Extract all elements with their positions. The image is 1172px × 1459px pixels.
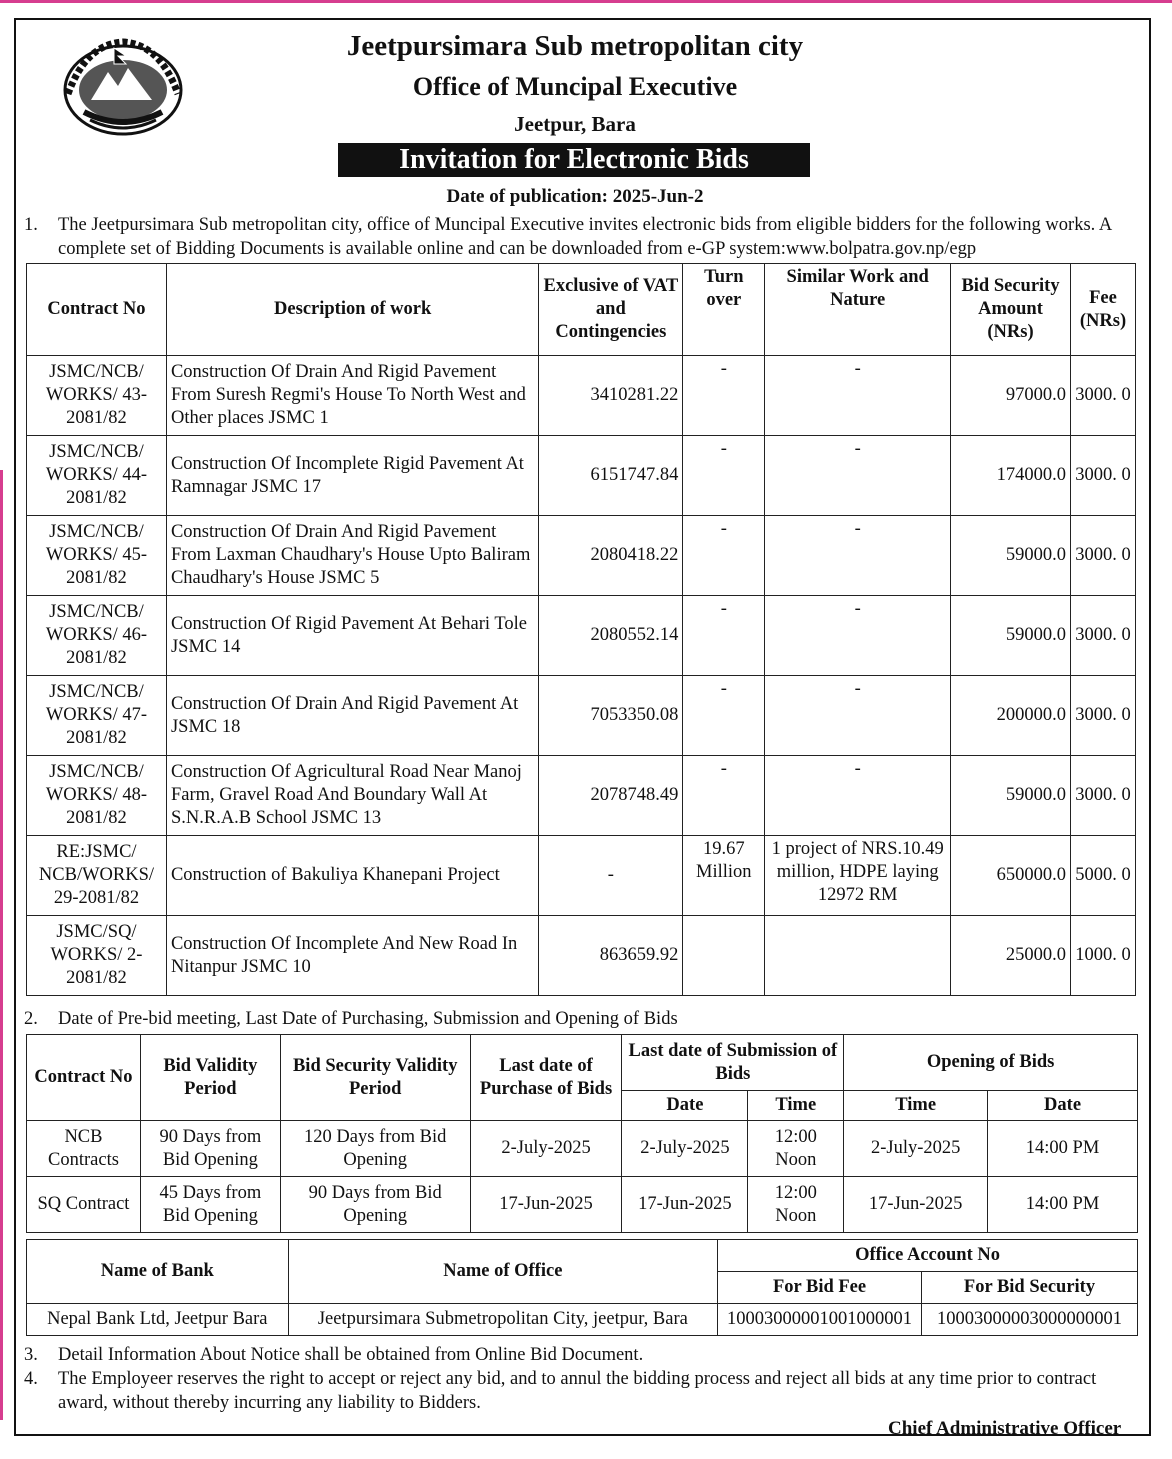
work-description: Construction Of Incomplete Rigid Pavement At Ramnagar JSMC 17	[166, 436, 538, 516]
dates-section-title: Date of Pre-bid meeting, Last Date of Purchasing, Submission and Opening of Bids	[58, 1009, 678, 1029]
work-security: 174000.0	[951, 436, 1071, 516]
intro-number: 1.	[24, 215, 38, 235]
security-validity: 90 Days from Bid Opening	[280, 1177, 470, 1233]
work-fee: 3000. 0	[1070, 516, 1135, 596]
fee-account-number: 10003000001001000001	[718, 1304, 922, 1336]
contract-no: JSMC/NCB/ WORKS/ 48-2081/82	[27, 756, 167, 836]
municipality-name: Jeetpursimara Sub metropolitan city	[346, 30, 804, 62]
note-text: Detail Information About Notice shall be obtained from Online Bid Document.	[58, 1345, 644, 1365]
work-fee: 3000. 0	[1070, 756, 1135, 836]
contract-no: JSMC/SQ/ WORKS/ 2-2081/82	[27, 916, 167, 996]
work-turnover: -	[683, 436, 765, 516]
contract-no: RE:JSMC/ NCB/WORKS/ 29-2081/82	[27, 836, 167, 916]
work-security: 25000.0	[951, 916, 1071, 996]
header-account-no: Office Account No	[718, 1240, 1138, 1272]
work-turnover	[683, 916, 765, 996]
submission-time: 12:00 Noon	[748, 1177, 844, 1233]
side-accent-line	[0, 470, 3, 1420]
work-fee: 5000. 0	[1070, 836, 1135, 916]
top-accent-line	[0, 0, 1172, 3]
contract-no: JSMC/NCB/ WORKS/ 46-2081/82	[27, 596, 167, 676]
dates-section-number: 2.	[24, 1009, 38, 1029]
work-similar	[765, 916, 951, 996]
work-fee: 3000. 0	[1070, 676, 1135, 756]
header-office-name: Name of Office	[288, 1240, 717, 1304]
work-fee: 1000. 0	[1070, 916, 1135, 996]
work-security: 200000.0	[951, 676, 1071, 756]
work-amount: 2078748.49	[539, 756, 683, 836]
header-contract-no: Contract No	[27, 264, 167, 356]
note-number: 3.	[24, 1345, 38, 1365]
work-security: 97000.0	[951, 356, 1071, 436]
contract-no: JSMC/NCB/ WORKS/ 43-2081/82	[27, 356, 167, 436]
header-bid-security: Bid Security Amount (NRs)	[951, 264, 1071, 356]
work-amount: -	[539, 836, 683, 916]
submission-date: 2-July-2025	[622, 1121, 748, 1177]
work-turnover: -	[683, 676, 765, 756]
intro-text: The Jeetpursimara Sub metropolitan city, office of Muncipal Executive invites electronic bids from eligible bidders for the following works. A complete set of Bidding Documents is available online and can be downloaded from e-GP system:www.bolpatra.gov.np/egp	[58, 215, 1112, 259]
work-description: Construction of Bakuliya Khanepani Project	[166, 836, 538, 916]
header-similar-work: Similar Work and Nature	[765, 264, 951, 356]
note-text: The Employeer reserves the right to accept or reject any bid, and to annul the bidding process and reject all bids at any time prior to contract award, without thereby incurring any liability to Bidders.	[58, 1369, 1097, 1413]
work-amount: 7053350.08	[539, 676, 683, 756]
notice-title-banner: Invitation for Electronic Bids	[338, 143, 810, 177]
submission-time: 12:00 Noon	[748, 1121, 844, 1177]
work-description: Construction Of Agricultural Road Near Manoj Farm, Gravel Road And Boundary Wall At S.N.R.A.B School JSMC 13	[166, 756, 538, 836]
work-amount: 2080418.22	[539, 516, 683, 596]
intro-paragraph	[24, 213, 1134, 261]
work-turnover: -	[683, 356, 765, 436]
work-description: Construction Of Drain And Rigid Pavement From Laxman Chaudhary's House Upto Baliram Chaudhary's House JSMC 5	[166, 516, 538, 596]
header-submission-time: Time	[748, 1091, 844, 1121]
nepal-emblem-icon	[56, 34, 190, 140]
bid-validity: 90 Days from Bid Opening	[140, 1121, 280, 1177]
work-security: 59000.0	[951, 756, 1071, 836]
office-location: Jeetpur, Bara	[514, 112, 636, 136]
security-account-number: 10003000003000000001	[922, 1304, 1138, 1336]
work-amount: 6151747.84	[539, 436, 683, 516]
dates-table	[26, 1034, 1138, 1233]
opening-date: 14:00 PM	[988, 1177, 1138, 1233]
header-security-validity: Bid Security Validity Period	[280, 1035, 470, 1121]
table-row	[27, 676, 1136, 756]
work-fee: 3000. 0	[1070, 596, 1135, 676]
header-bid-security-account: For Bid Security	[922, 1272, 1138, 1304]
work-turnover: -	[683, 516, 765, 596]
contract-no: JSMC/NCB/ WORKS/ 44-2081/82	[27, 436, 167, 516]
table-row	[27, 916, 1136, 996]
work-turnover: -	[683, 756, 765, 836]
table-row	[27, 356, 1136, 436]
office-name-value: Jeetpursimara Submetropolitan City, jeetpur, Bara	[288, 1304, 717, 1336]
table-row	[27, 436, 1136, 516]
work-security: 59000.0	[951, 516, 1071, 596]
header-opening: Opening of Bids	[844, 1035, 1138, 1091]
header-description: Description of work	[166, 264, 538, 356]
work-description: Construction Of Drain And Rigid Pavement At JSMC 18	[166, 676, 538, 756]
header-fee: Fee (NRs)	[1070, 264, 1135, 356]
purchase-date: 17-Jun-2025	[470, 1177, 622, 1233]
bid-validity: 45 Days from Bid Opening	[140, 1177, 280, 1233]
office-name: Office of Muncipal Executive	[412, 72, 738, 101]
work-similar: -	[765, 676, 951, 756]
table-row	[27, 836, 1136, 916]
header-opening-date: Date	[988, 1091, 1138, 1121]
table-row	[27, 1177, 1138, 1233]
header-bid-fee-account: For Bid Fee	[718, 1272, 922, 1304]
work-similar: 1 project of NRS.10.49 million, HDPE laying 12972 RM	[765, 836, 951, 916]
header-submission-date: Date	[622, 1091, 748, 1121]
table-row	[27, 516, 1136, 596]
opening-time: 17-Jun-2025	[844, 1177, 988, 1233]
purchase-date: 2-July-2025	[470, 1121, 622, 1177]
work-turnover: -	[683, 596, 765, 676]
header-contract-no: Contract No	[27, 1035, 141, 1121]
work-amount: 863659.92	[539, 916, 683, 996]
work-turnover: 19.67 Million	[683, 836, 765, 916]
opening-time: 2-July-2025	[844, 1121, 988, 1177]
table-row	[27, 756, 1136, 836]
work-similar: -	[765, 356, 951, 436]
submission-date: 17-Jun-2025	[622, 1177, 748, 1233]
header-bank-name: Name of Bank	[27, 1240, 289, 1304]
header-exclusive-vat: Exclusive of VAT and Contingencies	[539, 264, 683, 356]
work-description: Construction Of Drain And Rigid Pavement From Suresh Regmi's House To North West and Other places JSMC 1	[166, 356, 538, 436]
work-amount: 2080552.14	[539, 596, 683, 676]
header-turnover: Turn over	[683, 264, 765, 356]
bank-table	[26, 1239, 1138, 1336]
header-bid-validity: Bid Validity Period	[140, 1035, 280, 1121]
work-similar: -	[765, 516, 951, 596]
opening-date: 14:00 PM	[988, 1121, 1138, 1177]
contract-type: SQ Contract	[27, 1177, 141, 1233]
work-security: 650000.0	[951, 836, 1071, 916]
note-4	[24, 1367, 1134, 1415]
work-security: 59000.0	[951, 596, 1071, 676]
bank-name: Nepal Bank Ltd, Jeetpur Bara	[27, 1304, 289, 1336]
work-similar: -	[765, 436, 951, 516]
work-description: Construction Of Rigid Pavement At Behari Tole JSMC 14	[166, 596, 538, 676]
note-3	[24, 1343, 1134, 1367]
work-fee: 3000. 0	[1070, 356, 1135, 436]
table-row	[27, 1121, 1138, 1177]
header-last-purchase: Last date of Purchase of Bids	[470, 1035, 622, 1121]
publication-date: Date of publication: 2025-Jun-2	[446, 186, 704, 207]
contract-type: NCB Contracts	[27, 1121, 141, 1177]
header-opening-time: Time	[844, 1091, 988, 1121]
work-similar: -	[765, 596, 951, 676]
work-amount: 3410281.22	[539, 356, 683, 436]
dates-section-heading	[24, 1007, 1134, 1031]
contract-no: JSMC/NCB/ WORKS/ 45-2081/82	[27, 516, 167, 596]
signature-title: Chief Administrative Officer	[888, 1418, 1122, 1439]
work-similar: -	[765, 756, 951, 836]
work-fee: 3000. 0	[1070, 436, 1135, 516]
contract-no: JSMC/NCB/ WORKS/ 47-2081/82	[27, 676, 167, 756]
table-row	[27, 596, 1136, 676]
table-row	[27, 1304, 1138, 1336]
note-number: 4.	[24, 1369, 38, 1389]
work-description: Construction Of Incomplete And New Road In Nitanpur JSMC 10	[166, 916, 538, 996]
works-table	[26, 263, 1136, 996]
security-validity: 120 Days from Bid Opening	[280, 1121, 470, 1177]
header-last-submission: Last date of Submission of Bids	[622, 1035, 844, 1091]
